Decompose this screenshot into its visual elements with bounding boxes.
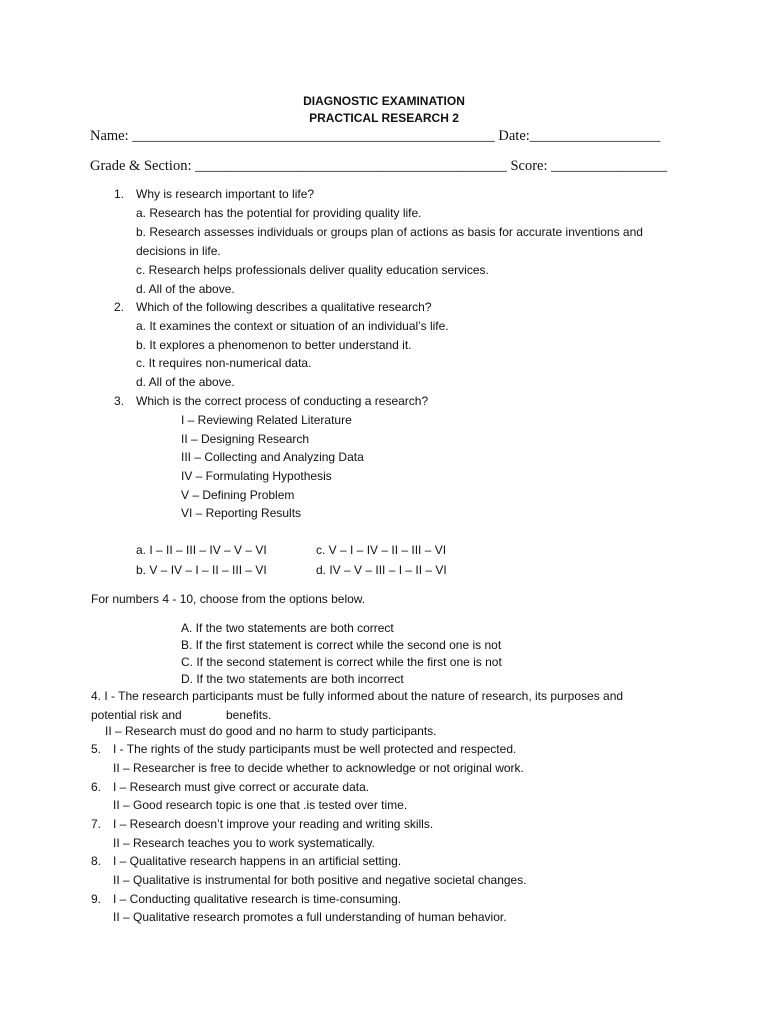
q2-option-a: a. It examines the context or situation of an individual’s life. bbox=[136, 319, 449, 333]
q1-option-d: d. All of the above. bbox=[136, 282, 235, 296]
q3-text: Which is the correct process of conducting a research? bbox=[136, 394, 429, 408]
q6-number: 6. bbox=[91, 780, 102, 794]
answer-key-option: D. If the two statements are both incorrect bbox=[181, 672, 404, 686]
q4-statement-1-cont: potential risk and bbox=[91, 708, 182, 722]
q9-number: 9. bbox=[91, 892, 102, 906]
q9-statement-1: I – Conducting qualitative research is time-consuming. bbox=[113, 892, 402, 906]
q7-number: 7. bbox=[91, 817, 102, 831]
q1-option-b: b. Research assesses individuals or groups plan of actions as basis for accurate inventions and bbox=[136, 225, 643, 239]
q1-option-b-cont: decisions in life. bbox=[136, 244, 221, 258]
grade-score-field: Grade & Section: ___________________________________________ Score: ________________ bbox=[90, 158, 668, 174]
instructions-text: For numbers 4 - 10, choose from the options below. bbox=[91, 592, 366, 606]
answer-key-option: B. If the first statement is correct while the second one is not bbox=[181, 638, 502, 652]
q7-statement-1: I – Research doesn’t improve your reading and writing skills. bbox=[113, 817, 434, 831]
q1-number: 1. bbox=[114, 187, 125, 201]
q3-step: II – Designing Research bbox=[181, 432, 310, 446]
q9-statement-2: II – Qualitative research promotes a full understanding of human behavior. bbox=[113, 910, 507, 924]
q2-option-b: b. It explores a phenomenon to better understand it. bbox=[136, 338, 412, 352]
q3-step: V – Defining Problem bbox=[181, 488, 295, 502]
q4-statement-1-cont2: benefits. bbox=[226, 708, 272, 722]
q2-option-d: d. All of the above. bbox=[136, 375, 235, 389]
q3-step: III – Collecting and Analyzing Data bbox=[181, 450, 364, 464]
q3-option-a: a. I – II – III – IV – V – VI bbox=[136, 543, 267, 557]
q2-text: Which of the following describes a qualitative research? bbox=[136, 300, 432, 314]
q8-statement-2: II – Qualitative is instrumental for both positive and negative societal changes. bbox=[113, 873, 527, 887]
q3-step: I – Reviewing Related Literature bbox=[181, 413, 352, 427]
q1-option-c: c. Research helps professionals deliver quality education services. bbox=[136, 263, 489, 277]
q3-option-c: c. V – I – IV – II – III – VI bbox=[316, 543, 447, 557]
exam-subtitle: PRACTICAL RESEARCH 2 bbox=[309, 111, 459, 125]
q3-step: VI – Reporting Results bbox=[181, 506, 302, 520]
answer-key-option: C. If the second statement is correct while the first one is not bbox=[181, 655, 502, 669]
q6-statement-1: I – Research must give correct or accurate data. bbox=[113, 780, 370, 794]
q5-statement-2: II – Researcher is free to decide whether to acknowledge or not original work. bbox=[113, 761, 524, 775]
q3-number: 3. bbox=[114, 394, 125, 408]
q6-statement-2: II – Good research topic is one that .is tested over time. bbox=[113, 798, 408, 812]
answer-key-option: A. If the two statements are both correct bbox=[181, 621, 394, 635]
q4-statement-2: II – Research must do good and no harm to study participants. bbox=[105, 724, 437, 738]
exam-title: DIAGNOSTIC EXAMINATION bbox=[303, 94, 465, 108]
q5-statement-1: I - The rights of the study participants must be well protected and respected. bbox=[113, 742, 517, 756]
q7-statement-2: II – Research teaches you to work systematically. bbox=[113, 836, 375, 850]
q3-step: IV – Formulating Hypothesis bbox=[181, 469, 332, 483]
q2-option-c: c. It requires non-numerical data. bbox=[136, 356, 312, 370]
q5-number: 5. bbox=[91, 742, 102, 756]
q2-number: 2. bbox=[114, 300, 125, 314]
q3-option-b: b. V – IV – I – II – III – VI bbox=[136, 563, 267, 577]
q8-statement-1: I – Qualitative research happens in an artificial setting. bbox=[113, 854, 402, 868]
name-date-field: Name: __________________________________________________ Date:__________________ bbox=[90, 128, 661, 144]
q1-option-a: a. Research has the potential for providing quality life. bbox=[136, 206, 422, 220]
q8-number: 8. bbox=[91, 854, 102, 868]
q4-statement-1: 4. I - The research participants must be fully informed about the nature of research, its purposes and bbox=[91, 689, 624, 703]
q1-text: Why is research important to life? bbox=[136, 187, 315, 201]
q3-option-d: d. IV – V – III – I – II – VI bbox=[316, 563, 447, 577]
